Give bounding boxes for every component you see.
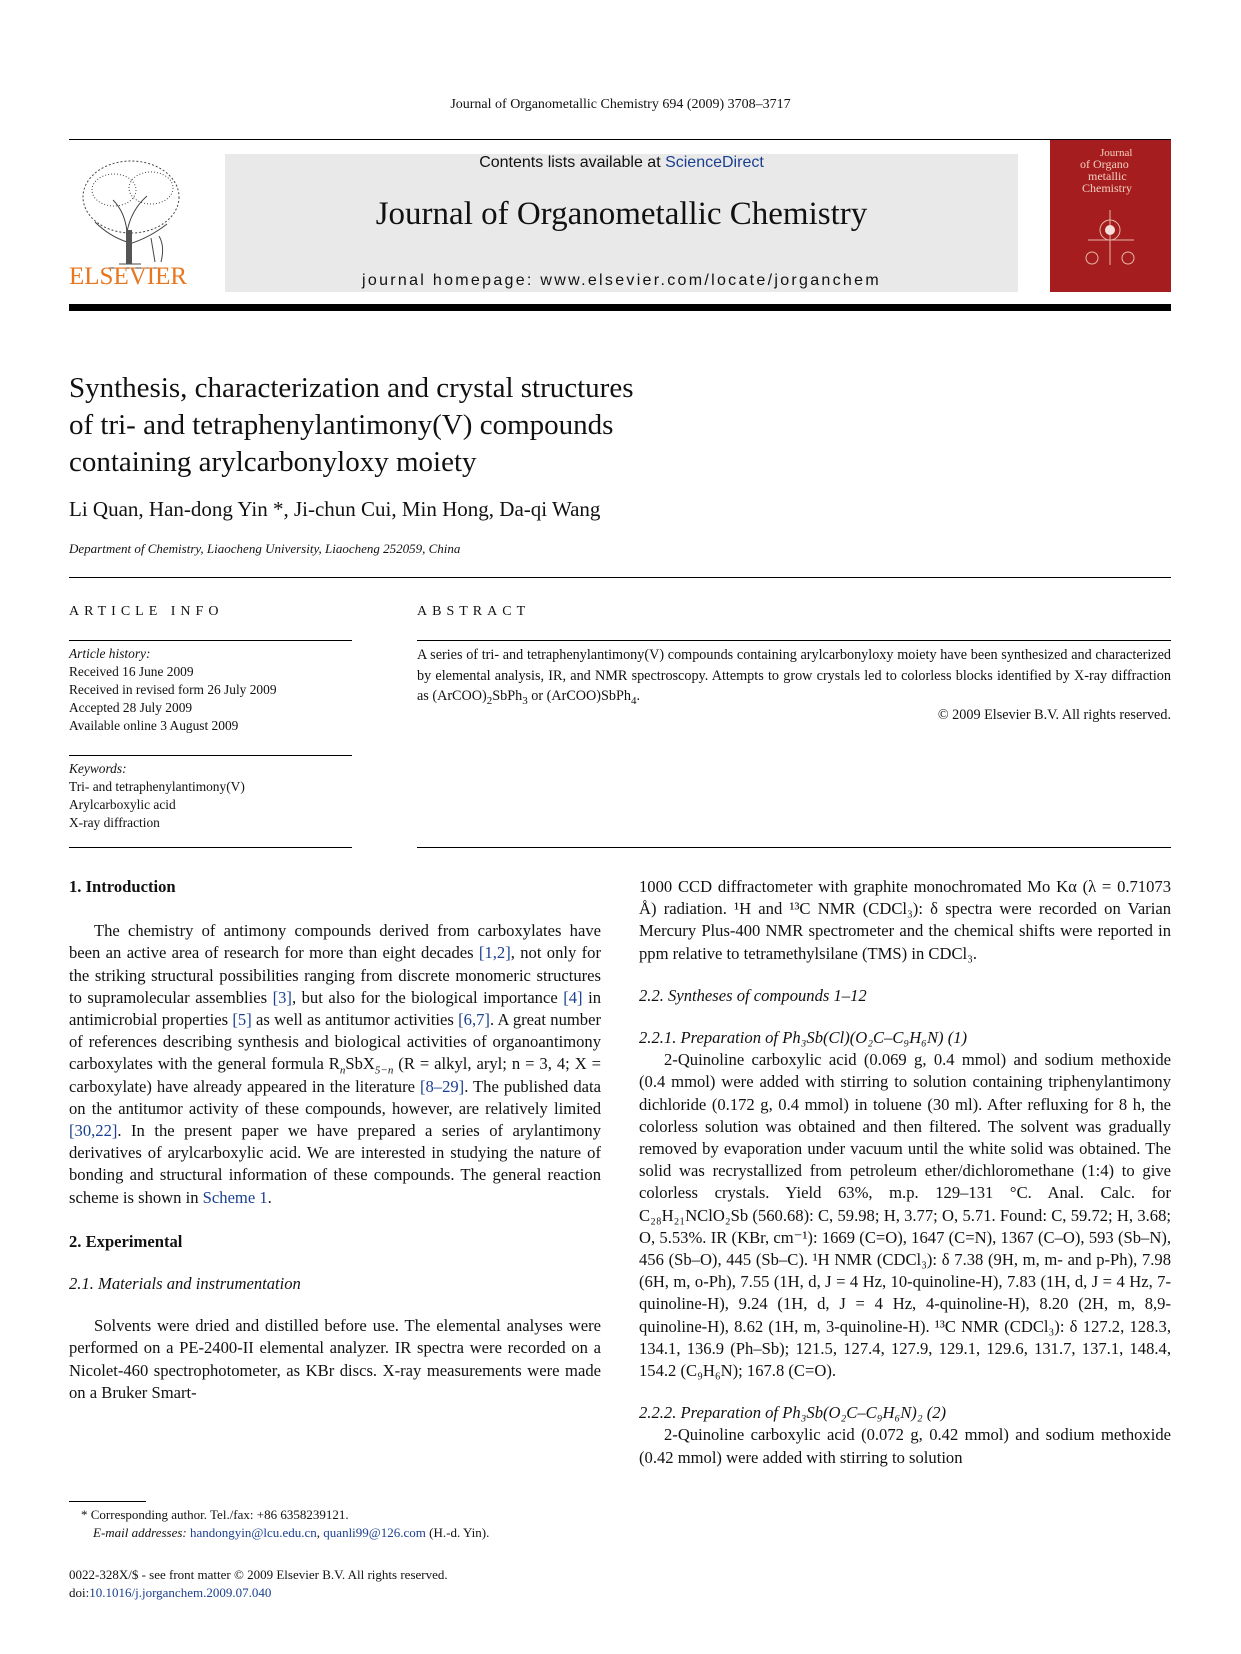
corresponding-author: * Corresponding author. Tel./fax: +86 6358239121. [81, 1507, 349, 1522]
journal-citation: Journal of Organometallic Chemistry 694 (2009) 3708–3717 [450, 97, 791, 112]
scheme-link[interactable]: Scheme 1 [202, 1187, 268, 1207]
elsevier-wordmark: ELSEVIER [69, 263, 188, 290]
doi-line [69, 1584, 609, 1602]
issn-line: 0022-328X/$ - see front matter © 2009 Elsevier B.V. All rights reserved. [69, 1567, 448, 1582]
keywords-label: Keywords: [69, 761, 127, 776]
keyword-item: Tri- and tetraphenylantimony(V) [69, 779, 245, 794]
text-run: . [267, 1187, 272, 1207]
abstract-part: . [636, 688, 641, 704]
keyword-item: Arylcarboxylic acid [69, 797, 176, 812]
formula-subscript: 5−n [374, 1064, 394, 1077]
text-run: , not only for the striking structural possibilities ranging from discrete monomeric structures to supramolecular assemblies [69, 943, 601, 1007]
abstract-heading: ABSTRACT [417, 604, 531, 619]
citation-link[interactable]: [6,7] [458, 1010, 490, 1030]
keywords [69, 760, 352, 832]
abstract-bottom-rule [417, 847, 1171, 848]
abstract-copyright: © 2009 Elsevier B.V. All rights reserved. [937, 707, 1171, 723]
text-run: . A great number of references describing synthesis and biological activities of organoantimony carboxylates with the general formula R [69, 1010, 601, 1074]
citation-link[interactable]: [8–29] [419, 1076, 465, 1096]
left-column [69, 876, 601, 1404]
citation-link[interactable]: [3] [272, 987, 292, 1007]
citation-link[interactable]: [1,2] [478, 943, 511, 963]
header-bottom-rule [69, 304, 1171, 311]
materials-paragraph: Solvents were dried and distilled before use. The elemental analyses were performed on a PE-2400-II elemental analyzer. IR spectra were recorded on a Nicolet-460 spectrophotometer, as KBr discs. X-ray measurements were made on a Bruker Smart- [69, 1316, 601, 1402]
footnote [69, 1506, 609, 1542]
preparation-1-heading: 2.2.1. Preparation of Ph₃Sb(Cl)(O₂C–C₉H₆N) (1) [639, 1028, 968, 1048]
text-run: in antimicrobial properties [69, 987, 601, 1030]
email-label: E-mail addresses: [93, 1525, 191, 1540]
citation-link[interactable]: [5] [232, 1010, 252, 1030]
email-separator: , [316, 1525, 324, 1540]
text-run: (R = alkyl, aryl; n = 3, 4; X = carboxylate) have already appeared in the literature [69, 1054, 601, 1096]
contents-line [225, 154, 1018, 172]
keywords-rule [69, 755, 352, 756]
abstract-part: or (ArCOO)SbPh [527, 688, 631, 704]
svg-text:Journal: Journal [1100, 147, 1133, 159]
instrumentation-paragraph: 1000 CCD diffractometer with graphite monochromated Mo Kα (λ = 0.71073 Å) radiation. ¹H and ¹³C NMR (CDCl₃): δ spectra were recorded on Varian Mercury Plus-400 NMR spectrometer and the chemical shifts were reported in ppm relative to tetramethylsilane (TMS) in CDCl₃. [639, 877, 1171, 963]
history-item: Accepted 28 July 2009 [69, 700, 193, 715]
history-item: Received in revised form 26 July 2009 [69, 682, 277, 697]
abstract-text [417, 645, 1171, 707]
right-column [639, 876, 1171, 1469]
footnote-rule [69, 1501, 146, 1502]
intro-heading: 1. Introduction [69, 877, 176, 896]
email-link[interactable]: quanli99@126.com [323, 1525, 426, 1540]
contents-prefix: Contents lists available at [479, 154, 666, 171]
abstract-rule [417, 640, 1171, 641]
text-run: SbX [345, 1054, 375, 1074]
journal-cover-image [1050, 140, 1171, 292]
svg-text:of Organo: of Organo [1080, 157, 1129, 171]
abstract-subscript: 4 [630, 694, 637, 707]
email-suffix: (H.-d. Yin). [425, 1525, 490, 1540]
preparation-2-heading: 2.2.2. Preparation of Ph₃Sb(O₂C–C₉H₆N)₂ (2) [639, 1403, 947, 1423]
affiliation-rule [69, 577, 1171, 578]
experimental-heading: 2. Experimental [69, 1231, 183, 1251]
title-line: Synthesis, characterization and crystal structures [69, 372, 634, 404]
affiliation: Department of Chemistry, Liaocheng University, Liaocheng 252059, China [69, 541, 461, 556]
front-matter [69, 1566, 609, 1602]
article-history [69, 645, 352, 735]
author-list: Li Quan, Han-dong Yin *, Ji-chun Cui, Min Hong, Da-qi Wang [69, 497, 601, 521]
header-top-rule [69, 139, 1171, 140]
svg-text:Chemistry: Chemistry [1082, 181, 1132, 195]
email-line [69, 1524, 609, 1542]
doi-prefix: doi: [69, 1585, 90, 1600]
article-title [69, 370, 829, 481]
citation-link[interactable]: [4] [563, 987, 583, 1007]
text-run: . The published data on the antitumor activity of these compounds, however, are relatively limited [69, 1076, 601, 1118]
doi-link[interactable]: 10.1016/j.jorganchem.2009.07.040 [89, 1585, 272, 1600]
history-label: Article history: [69, 646, 151, 661]
intro-paragraph [69, 920, 601, 1209]
cover-molecule-icon [1050, 140, 1171, 292]
keyword-item: X-ray diffraction [69, 815, 160, 830]
abstract-subscript: 2 [486, 694, 493, 707]
elsevier-logo [69, 152, 197, 292]
citation-link[interactable]: [30,22] [69, 1121, 118, 1141]
article-info-bottom-rule [69, 847, 352, 848]
elsevier-tree-icon [69, 152, 197, 292]
text-run: . In the present paper we have prepared a series of arylantimony derivatives of arylcarboxylic acid. We are interested in studying the nature of bonding and structural information of these compounds. The general reaction scheme is shown in [69, 1121, 601, 1207]
history-item: Available online 3 August 2009 [69, 718, 239, 733]
title-line: containing arylcarbonyloxy moiety [69, 446, 477, 478]
history-item: Received 16 June 2009 [69, 664, 194, 679]
sciencedirect-link[interactable]: ScienceDirect [665, 154, 764, 171]
svg-text:metallic: metallic [1088, 169, 1127, 183]
text-run: as well as antitumor activities [251, 1010, 459, 1030]
abstract-subscript: 3 [522, 694, 528, 707]
journal-name: Journal of Organometallic Chemistry [375, 196, 868, 232]
formula-subscript: n [339, 1064, 346, 1077]
preparation-2-paragraph: 2-Quinoline carboxylic acid (0.072 g, 0.42 mmol) and sodium methoxide (0.42 mmol) were added with stirring to solution [639, 1425, 1171, 1467]
email-link[interactable]: handongyin@lcu.edu.cn [190, 1525, 317, 1540]
title-line: of tri- and tetraphenylantimony(V) compounds [69, 409, 614, 441]
abstract-part: A series of tri- and tetraphenylantimony(V) compounds containing arylcarbonyloxy moiety have been synthesized and characterized by elemental analysis, IR, and NMR spectroscopy. Attempts to grow crystals led to colorless blocks identified by X-ray diffraction as (ArCOO) [417, 647, 1171, 704]
article-info-heading: ARTICLE INFO [69, 604, 224, 619]
abstract-part: SbPh [492, 688, 523, 704]
preparation-1-paragraph: 2-Quinoline carboxylic acid (0.069 g, 0.4 mmol) and sodium methoxide (0.4 mmol) were added with stirring to solution containing triphenylantimony dichloride (0.172 g, 0.4 mmol) in toluene (30 ml). After refluxing for 8 h, the colorless solution was obtained and then filtered. The solvent was gradually removed by evaporation under vacuum until the white solid was obtained. The solid was recrystallized from petroleum ether/dichloromethane (1:4) to give colorless crystals. Yield 63%, m.p. 129–131 °C. Anal. Calc. for C₂₈H₂₁NClO₂Sb (560.68): C, 59.98; H, 3.77; O, 5.71. Found: C, 59.72; H, 3.68; O, 5.53%. IR (KBr, cm⁻¹): 1669 (C=O), 1647 (C=N), 1367 (C–O), 593 (Sb–N), 456 (Sb–O), 445 (Sb–C). ¹H NMR (CDCl₃): δ 7.38 (9H, m, m- and p-Ph), 7.98 (6H, m, o-Ph), 7.55 (1H, d, J = 4 Hz, 10-quinoline-H), 7.83 (1H, d, J = 4 Hz, 7-quinoline-H), 9.24 (1H, d, J = 4 Hz, 4-quinoline-H), 8.20 (2H, m, 8,9-quinoline-H), 8.62 (1H, m, 3-quinoline-H). ¹³C NMR (CDCl₃): δ 127.2, 128.3, 134.1, 136.9 (Ph–Sb); 121.5, 127.4, 127.9, 129.1, 129.6, 131.7, 137.1, 148.4, 154.2 (C₉H₆N); 167.8 (C=O). [639, 1050, 1171, 1381]
journal-header-box [225, 154, 1018, 292]
text-run: , but also for the biological importance [291, 987, 564, 1007]
article-info-rule [69, 640, 352, 641]
syntheses-heading: 2.2. Syntheses of compounds 1–12 [639, 985, 867, 1005]
materials-heading: 2.1. Materials and instrumentation [69, 1274, 301, 1294]
journal-homepage-link[interactable]: journal homepage: www.elsevier.com/locate/jorganchem [362, 272, 881, 289]
text-run: The chemistry of antimony compounds derived from carboxylates have been an active area of research for more than eight decades [69, 921, 601, 963]
